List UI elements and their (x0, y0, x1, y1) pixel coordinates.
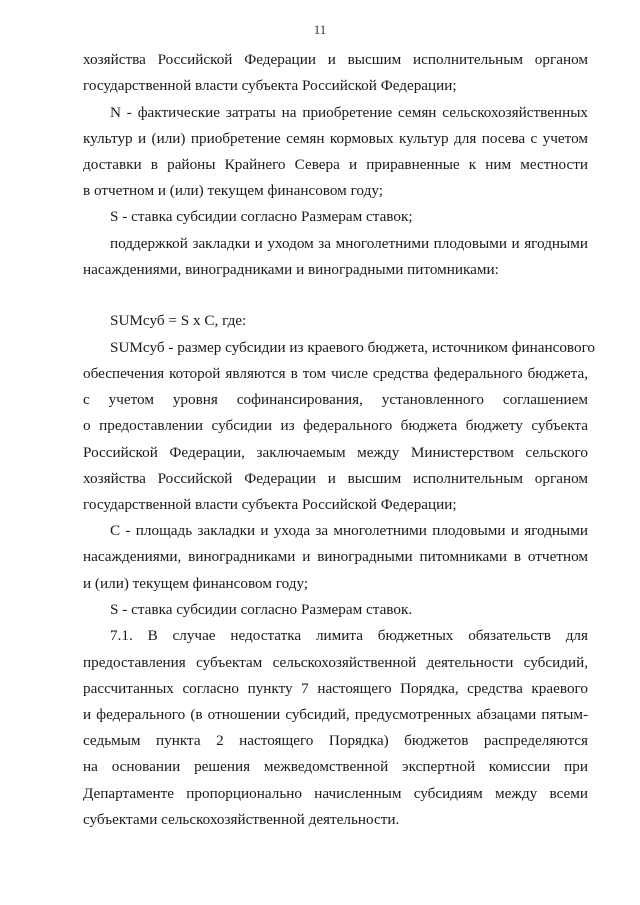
text-line: и (или) текущем финансовом году; (83, 575, 309, 592)
text-line: государственной власти субъекта Российской Федерации; (83, 77, 457, 94)
text-line: с учетом уровня софинансирования, установленного соглашением (83, 391, 588, 408)
text-line: субъектами сельскохозяйственной деятельности. (83, 811, 400, 828)
text-line: Департаменте пропорционально начисленным субсидиям между всеми (83, 785, 588, 802)
page-number: 11 (313, 22, 327, 37)
text-line: предоставления субъектам сельскохозяйственной деятельности субсидий, (83, 654, 588, 671)
text-line: S - ставка субсидии согласно Размерам ставок. (110, 601, 413, 618)
text-line: SUMсуб - размер субсидии из краевого бюджета, источником финансового (110, 339, 596, 356)
text-line: доставки в районы Крайнего Севера и приравненные к ним местности (83, 156, 588, 173)
text-line: седьмым пункта 2 настоящего Порядка) бюджетов распределяются (83, 732, 588, 749)
text-line: S - ставка субсидии согласно Размерам ставок; (110, 208, 413, 225)
text-line: N - фактические затраты на приобретение семян сельскохозяйственных (110, 104, 588, 121)
text-line: хозяйства Российской Федерации и высшим исполнительным органом (83, 470, 588, 487)
text-line: хозяйства Российской Федерации и высшим исполнительным органом (83, 51, 588, 68)
text-line: государственной власти субъекта Российской Федерации; (83, 496, 457, 513)
text-line: Российской Федерации, заключаемым между Министерством сельского (83, 444, 588, 461)
text-line: обеспечения которой являются в том числе средства федерального бюджета, (83, 365, 588, 382)
text-line: насаждениями, виноградниками и виноградными питомниками: (83, 261, 499, 278)
text-line: на основании решения межведомственной экспертной комиссии при (83, 758, 588, 775)
text-line: SUMсуб = S x C, где: (110, 312, 247, 329)
text-line: рассчитанных согласно пункту 7 настоящего Порядка, средства краевого (83, 680, 588, 697)
text-line: насаждениями, виноградниками и виноградными питомниками в отчетном (83, 548, 588, 565)
text-line: C - площадь закладки и ухода за многолетними плодовыми и ягодными (110, 522, 588, 539)
text-line: и федерального (в отношении субсидий, предусмотренных абзацами пятым- (83, 706, 588, 723)
text-line: культур и (или) приобретение семян кормовых культур для посева с учетом (83, 130, 588, 147)
text-line: в отчетном и (или) текущем финансовом году; (83, 182, 383, 199)
text-line: о предоставлении субсидии из федерального бюджета бюджету субъекта (83, 417, 588, 434)
text-line: поддержкой закладки и уходом за многолетними плодовыми и ягодными (110, 235, 588, 252)
text-line: 7.1. В случае недостатка лимита бюджетных обязательств для (110, 627, 588, 644)
